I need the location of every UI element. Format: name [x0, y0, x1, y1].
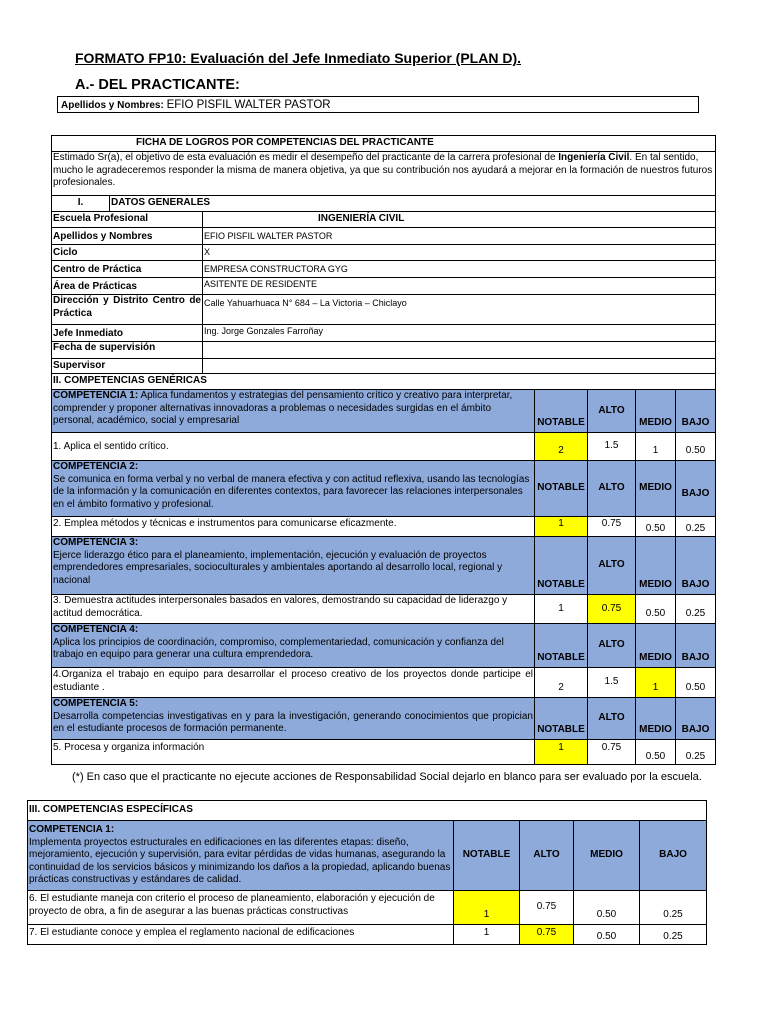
level-medio: MEDIO [636, 698, 676, 740]
level-notable: NOTABLE [535, 390, 588, 433]
level-medio: MEDIO [636, 461, 676, 517]
score-bajo[interactable]: 0.25 [640, 891, 707, 925]
score-alto[interactable]: 0.75 [588, 740, 636, 765]
level-medio: MEDIO [574, 821, 640, 891]
ficha-intro: Estimado Sr(a), el objetivo de esta evaluación es medir el desempeño del practicante de la carrera profesional de Ingeniería Civil. En tal sentido, mucho le agradeceremos responder la misma de manera objetiva, ya que su contribución nos ayudará a mejorar en la formación de nuestros futuros profesionales. [52, 152, 716, 196]
level-alto: ALTO [588, 461, 636, 517]
score-alto[interactable]: 0.75 [588, 595, 636, 624]
level-alto: ALTO [588, 624, 636, 668]
achievements-table [51, 135, 716, 765]
competencia-header: COMPETENCIA 5: Desarrolla competencias investigativas en y para la investigación, generando conocimientos que propician en el estudiante procesos de formación permanente. [52, 698, 535, 740]
level-bajo: BAJO [676, 537, 716, 595]
score-medio[interactable]: 0.50 [636, 595, 676, 624]
level-notable: NOTABLE [535, 624, 588, 668]
general-value: Calle Yahuarhuaca N° 684 – La Victoria – Chiclayo [203, 295, 716, 325]
general-label: Dirección y Distrito Centro de Práctica [52, 295, 203, 325]
level-alto: ALTO [520, 821, 574, 891]
score-alto[interactable]: 0.75 [588, 517, 636, 537]
student-name-label: Apellidos y Nombres: [61, 100, 164, 111]
score-bajo[interactable]: 0.25 [676, 595, 716, 624]
score-medio[interactable]: 1 [636, 433, 676, 461]
competencia-header: COMPETENCIA 2: Se comunica en forma verbal y no verbal de manera efectiva y con actitud reflexiva, usando las tecnologías de la información y la comunicación en diferentes contextos, para favorecer las relaciones interpersonales en el ámbito formativo y profesional. [52, 461, 535, 517]
section-ii-heading: II. COMPETENCIAS GENÉRICAS [52, 374, 716, 390]
competencia-item: 1. Aplica el sentido crítico. [52, 433, 535, 461]
level-bajo: BAJO [676, 698, 716, 740]
general-value [203, 359, 716, 374]
general-value: X [203, 245, 716, 261]
score-medio[interactable]: 0.50 [574, 891, 640, 925]
competencia-item: 3. Demuestra actitudes interpersonales basados en valores, demostrando su capacidad de liderazgo y actitud democrática. [52, 595, 535, 624]
score-medio[interactable]: 0.50 [574, 925, 640, 945]
competencia-header: COMPETENCIA 1: Aplica fundamentos y estrategias del pensamiento crítico y creativo para interpretar, comprender y proponer alternativas innovadoras a problemas o necesidades surgidas en el ámbito personal, académico, social y empresarial [52, 390, 535, 433]
level-notable: NOTABLE [535, 698, 588, 740]
score-medio[interactable]: 0.50 [636, 517, 676, 537]
general-value: EMPRESA CONSTRUCTORA GYG [203, 261, 716, 278]
ficha-title: FICHA DE LOGROS POR COMPETENCIAS DEL PRACTICANTE [52, 136, 716, 152]
general-value: Ing. Jorge Gonzales Farroñay [203, 325, 716, 342]
intro-career: Ingeniería Civil [558, 152, 630, 163]
general-value: INGENIERÍA CIVIL [203, 212, 716, 228]
level-bajo: BAJO [640, 821, 707, 891]
specific-competencies-table [27, 800, 707, 945]
score-notable[interactable]: 2 [535, 433, 588, 461]
level-bajo: BAJO [676, 390, 716, 433]
score-alto[interactable]: 0.75 [520, 891, 574, 925]
general-value [203, 342, 716, 359]
score-medio[interactable]: 1 [636, 668, 676, 698]
page-title: FORMATO FP10: Evaluación del Jefe Inmediato Superior (PLAN D). [75, 50, 521, 66]
responsibility-note: (*) En caso que el practicante no ejecute acciones de Responsabilidad Social dejarlo en blanco para ser evaluado por la escuela. [72, 771, 702, 783]
score-notable[interactable]: 1 [535, 595, 588, 624]
general-label: Jefe Inmediato [52, 325, 203, 342]
competencia-item: 4.Organiza el trabajo en equipo para desarrollar el proceso creativo de los proyectos donde participe el estudiante . [52, 668, 535, 698]
score-bajo[interactable]: 0.25 [676, 740, 716, 765]
specific-item: 7. El estudiante conoce y emplea el reglamento nacional de edificaciones [28, 925, 454, 945]
level-notable: NOTABLE [535, 537, 588, 595]
score-bajo[interactable]: 0.25 [640, 925, 707, 945]
level-notable: NOTABLE [535, 461, 588, 517]
score-notable[interactable]: 1 [454, 925, 520, 945]
competencia-header: COMPETENCIA 4: Aplica los principios de coordinación, compromiso, complementariedad, comunicación y confianza del trabajo en equipo para generar una cultura emprendedora. [52, 624, 535, 668]
competencia-item: 5. Procesa y organiza información [52, 740, 535, 765]
section-i-heading: DATOS GENERALES [110, 196, 716, 212]
competencia-header: COMPETENCIA 3: Ejerce liderazgo ético para el planeamiento, implementación, ejecución y evaluación de proyectos emprendedores empresariales, socioculturales y ambientales aportando al desarrollo local, regional y nacional [52, 537, 535, 595]
section-a-heading: A.- DEL PRACTICANTE: [75, 77, 240, 93]
score-bajo[interactable]: 0.25 [676, 517, 716, 537]
score-alto[interactable]: 1.5 [588, 433, 636, 461]
general-label: Escuela Profesional [52, 212, 203, 228]
competencia-item: 2. Emplea métodos y técnicas e instrumentos para comunicarse eficazmente. [52, 517, 535, 537]
score-medio[interactable]: 0.50 [636, 740, 676, 765]
specific-item: 6. El estudiante maneja con criterio el proceso de planeamiento, elaboración y ejecución de proyecto de obra, a fin de asegurar a las buenas prácticas constructivas [28, 891, 454, 925]
general-value: EFIO PISFIL WALTER PASTOR [203, 228, 716, 245]
score-notable[interactable]: 1 [535, 517, 588, 537]
general-label: Fecha de supervisión [52, 342, 203, 359]
level-medio: MEDIO [636, 390, 676, 433]
level-medio: MEDIO [636, 624, 676, 668]
student-name-value: EFIO PISFIL WALTER PASTOR [166, 99, 331, 111]
general-value: ASITENTE DE RESIDENTE [203, 278, 716, 295]
general-label: Área de Prácticas [52, 278, 203, 295]
section-i-number: I. [52, 196, 110, 212]
score-alto[interactable]: 0.75 [520, 925, 574, 945]
score-bajo[interactable]: 0.50 [676, 433, 716, 461]
score-notable[interactable]: 1 [535, 740, 588, 765]
general-label: Ciclo [52, 245, 203, 261]
level-alto: ALTO [588, 537, 636, 595]
general-label: Centro de Práctica [52, 261, 203, 278]
level-alto: ALTO [588, 390, 636, 433]
score-notable[interactable]: 2 [535, 668, 588, 698]
score-notable[interactable]: 1 [454, 891, 520, 925]
level-bajo: BAJO [676, 461, 716, 517]
level-notable: NOTABLE [454, 821, 520, 891]
level-medio: MEDIO [636, 537, 676, 595]
student-name-box [57, 96, 699, 113]
general-label: Supervisor [52, 359, 203, 374]
score-alto[interactable]: 1.5 [588, 668, 636, 698]
section-iii-heading: III. COMPETENCIAS ESPECÍFICAS [28, 801, 707, 821]
competencia-header: COMPETENCIA 1: Implementa proyectos estructurales en edificaciones en las diferentes etapas: diseño, mejoramiento, ejecución y supervisión, para evitar pérdidas de vidas humanas, asegurando la continuidad de los servicios básicos y minimizando los daños a la propiedad, aplicando buenas prácticas constructivas y estándares de calidad. [28, 821, 454, 891]
level-bajo: BAJO [676, 624, 716, 668]
score-bajo[interactable]: 0.50 [676, 668, 716, 698]
general-label: Apellidos y Nombres [52, 228, 203, 245]
level-alto: ALTO [588, 698, 636, 740]
